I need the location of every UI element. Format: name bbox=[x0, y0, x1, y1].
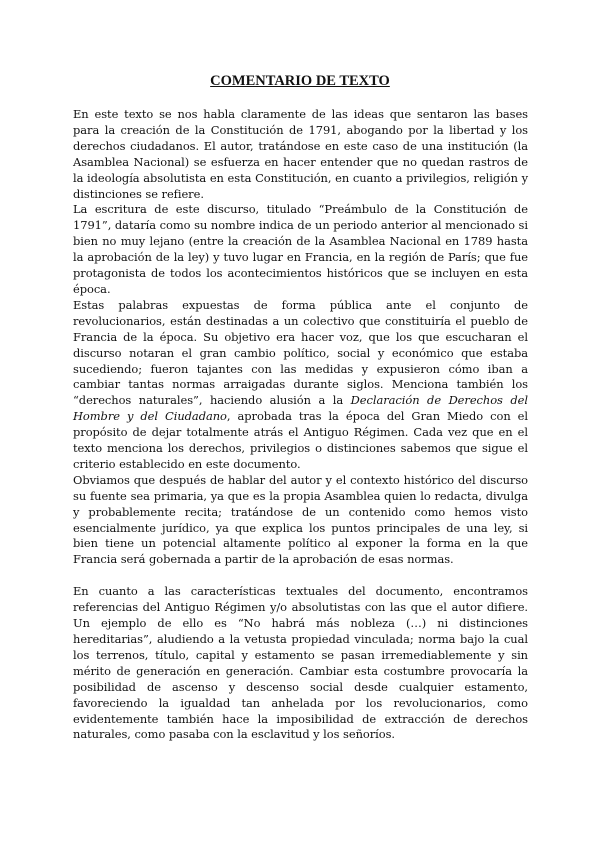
paragraph-audience-text-after: , aprobada tras la época del Gran Miedo con el propósito de dejar totalmente atrás el Antiguo Régimen. Cada vez que en el texto menciona los derechos, privilegios o distinciones sabemos que sigue el criterio establecido en este documento. bbox=[73, 409, 528, 471]
paragraph-intro: En este texto se nos habla claramente de las ideas que sentaron las bases para la creación de la Constitución de 1791, abogando por la libertad y los derechos ciudadanos. El autor, tratándose en este caso de una institución (la Asamblea Nacional) se esfuerza en hacer entender que no quedan rastros de la ideología absolutista en esta Constitución, en cuanto a privilegios, religión y distinciones se refiere. bbox=[73, 107, 528, 201]
paragraph-characteristics: En cuanto a las características textuales del documento, encontramos referencias del Antiguo Régimen y/o absolutistas con las que el autor difiere. Un ejemplo de ello es “No habrá más nobleza (…) ni distinciones hereditarias”, aludiendo a la vetusta propiedad vinculada; norma bajo la cual los terrenos, título, capital y estamento se pasan irremediablemente y sin mérito de generación en generación. Cambiar esta costumbre provocaría la posibilidad de ascenso y descenso social desde cualquier estamento, favoreciendo la igualdad tan anhelada por los revolucionarios, como evidentemente también hace la imposibilidad de extracción de derechos naturales, como pasaba con la esclavitud y los señoríos. bbox=[73, 584, 528, 742]
paragraph-context: La escritura de este discurso, titulado “Preámbulo de la Constitución de 1791”, dataría como su nombre indica de un periodo anterior al mencionado si bien no muy lejano (entre la creación de la Asamblea Nacional en 1789 hasta la aprobación de la ley) y tuvo lugar en Francia, en la región de París; que fue protagonista de todos los acontecimientos históricos que se incluyen en esta época. bbox=[73, 202, 528, 296]
declaration-title-italic: Declaración de Derechos del Hombre y del Ciudadano bbox=[73, 393, 528, 424]
paragraph-audience bbox=[73, 298, 528, 473]
paragraph-audience-text-before: Estas palabras expuestas de forma pública ante el conjunto de revolucionarios, están destinadas a un colectivo que constituiría el pueblo de Francia de la época. Su objetivo era hacer voz, que los que escucharan el discurso notaran el gran cambio político, social y económico que estaba sucediendo; fueron tajantes con las medidas y expusieron cómo iban a cambiar tantas normas arraigadas durante siglos. Menciona también los “derechos naturales”, haciendo alusión a la bbox=[73, 297, 528, 408]
paragraph-source: Obviamos que después de hablar del autor y el contexto histórico del discurso su fuente sea primaria, ya que es la propia Asamblea quien lo redacta, divulga y probablemente recita; tratándose de un contenido como hemos visto esencialmente jurídico, ya que explica los puntos principales de una ley, si bien tiene un potencial altamente político al exponer la forma en la que Francia será gobernada a partir de la aprobación de esas normas. bbox=[73, 472, 528, 567]
document-body bbox=[73, 107, 528, 743]
document-title: COMENTARIO DE TEXTO bbox=[210, 73, 390, 89]
